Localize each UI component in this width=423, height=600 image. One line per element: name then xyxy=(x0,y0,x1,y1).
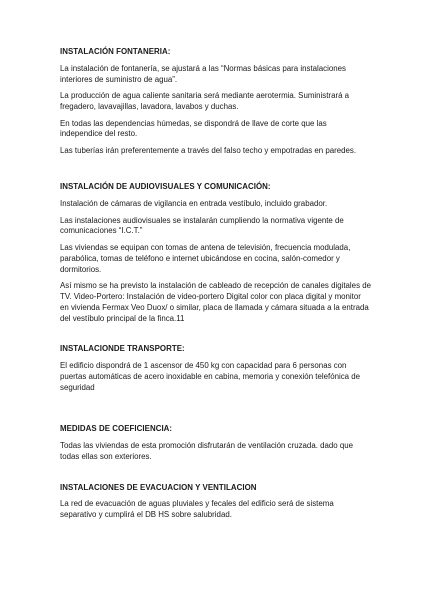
section-heading: INSTALACIÓN FONTANERIA: xyxy=(60,47,171,56)
section-heading: MEDIDAS DE COEFICIENCIA: xyxy=(60,424,173,434)
section-heading: INSTALACIONDE TRANSPORTE: xyxy=(60,344,185,354)
section-spacer xyxy=(60,330,371,344)
paragraph: La instalación de fontanería, se ajustará a las “Normas básicas para instalaciones interiores de suministro de agua”. xyxy=(60,63,346,84)
section-audiovisuales xyxy=(60,182,371,324)
section-transporte xyxy=(60,344,371,394)
paragraph: En todas las dependencias húmedas, se dispondrá de llave de corte que las independice del resto. xyxy=(60,118,327,139)
section-heading: INSTALACIÓN DE AUDIOVISUALES Y COMUNICACIÓN: xyxy=(60,182,271,192)
paragraph: La producción de agua caliente sanitaria será mediante aerotermia. Suministrará a fregadero, lavavajillas, lavadora, lavabos y duchas. xyxy=(60,91,350,112)
paragraph: Así mismo se ha previsto la instalación de cableado de recepción de canales digitales de TV. Video-Portero: Instalación de video-portero Digital color con placa digital y monitor en vivienda Fermax Veo Duox/ o similar, placa de llamada y cámara situada a la entrada del vestíbulo principal de la finca.11 xyxy=(60,281,371,323)
paragraph: La red de evacuación de aguas pluviales y fecales del edificio será de sistema separativo y cumplirá el DB HS sobre salubridad. xyxy=(60,499,334,520)
section-spacer xyxy=(60,399,371,424)
paragraph: Instalación de cámaras de vigilancia en entrada vestíbulo, incluido grabador. xyxy=(60,199,328,209)
paragraph: Todas las viviendas de esta promoción disfrutarán de ventilación cruzada. dado que todas ellas son exteriores. xyxy=(60,441,354,462)
paragraph: El edificio dispondrá de 1 ascensor de 450 kg con capacidad para 6 personas con puertas automáticas de acero inoxidable en cabina, memoria y conexión telefónica de seguridad xyxy=(60,361,361,392)
section-evacuacion xyxy=(60,483,371,522)
section-fontaneria xyxy=(60,47,371,157)
section-coeficiencia xyxy=(60,424,371,463)
section-spacer xyxy=(60,469,371,483)
paragraph: Las viviendas se equipan con tomas de antena de televisión, frecuencia modulada, parabólica, tomas de teléfono e internet ubicándose en cocina, salón-comedor y dormitorios. xyxy=(60,242,351,274)
paragraph: Las instalaciones audiovisuales se instalarán cumpliendo la normativa vigente de comunicaciones “I.C.T.” xyxy=(60,215,344,236)
paragraph: Las tuberías irán preferentemente a través del falso techo y empotradas en paredes. xyxy=(60,145,357,155)
section-heading: INSTALACIONES DE EVACUACION Y VENTILACION xyxy=(60,482,257,492)
section-spacer xyxy=(60,162,371,182)
